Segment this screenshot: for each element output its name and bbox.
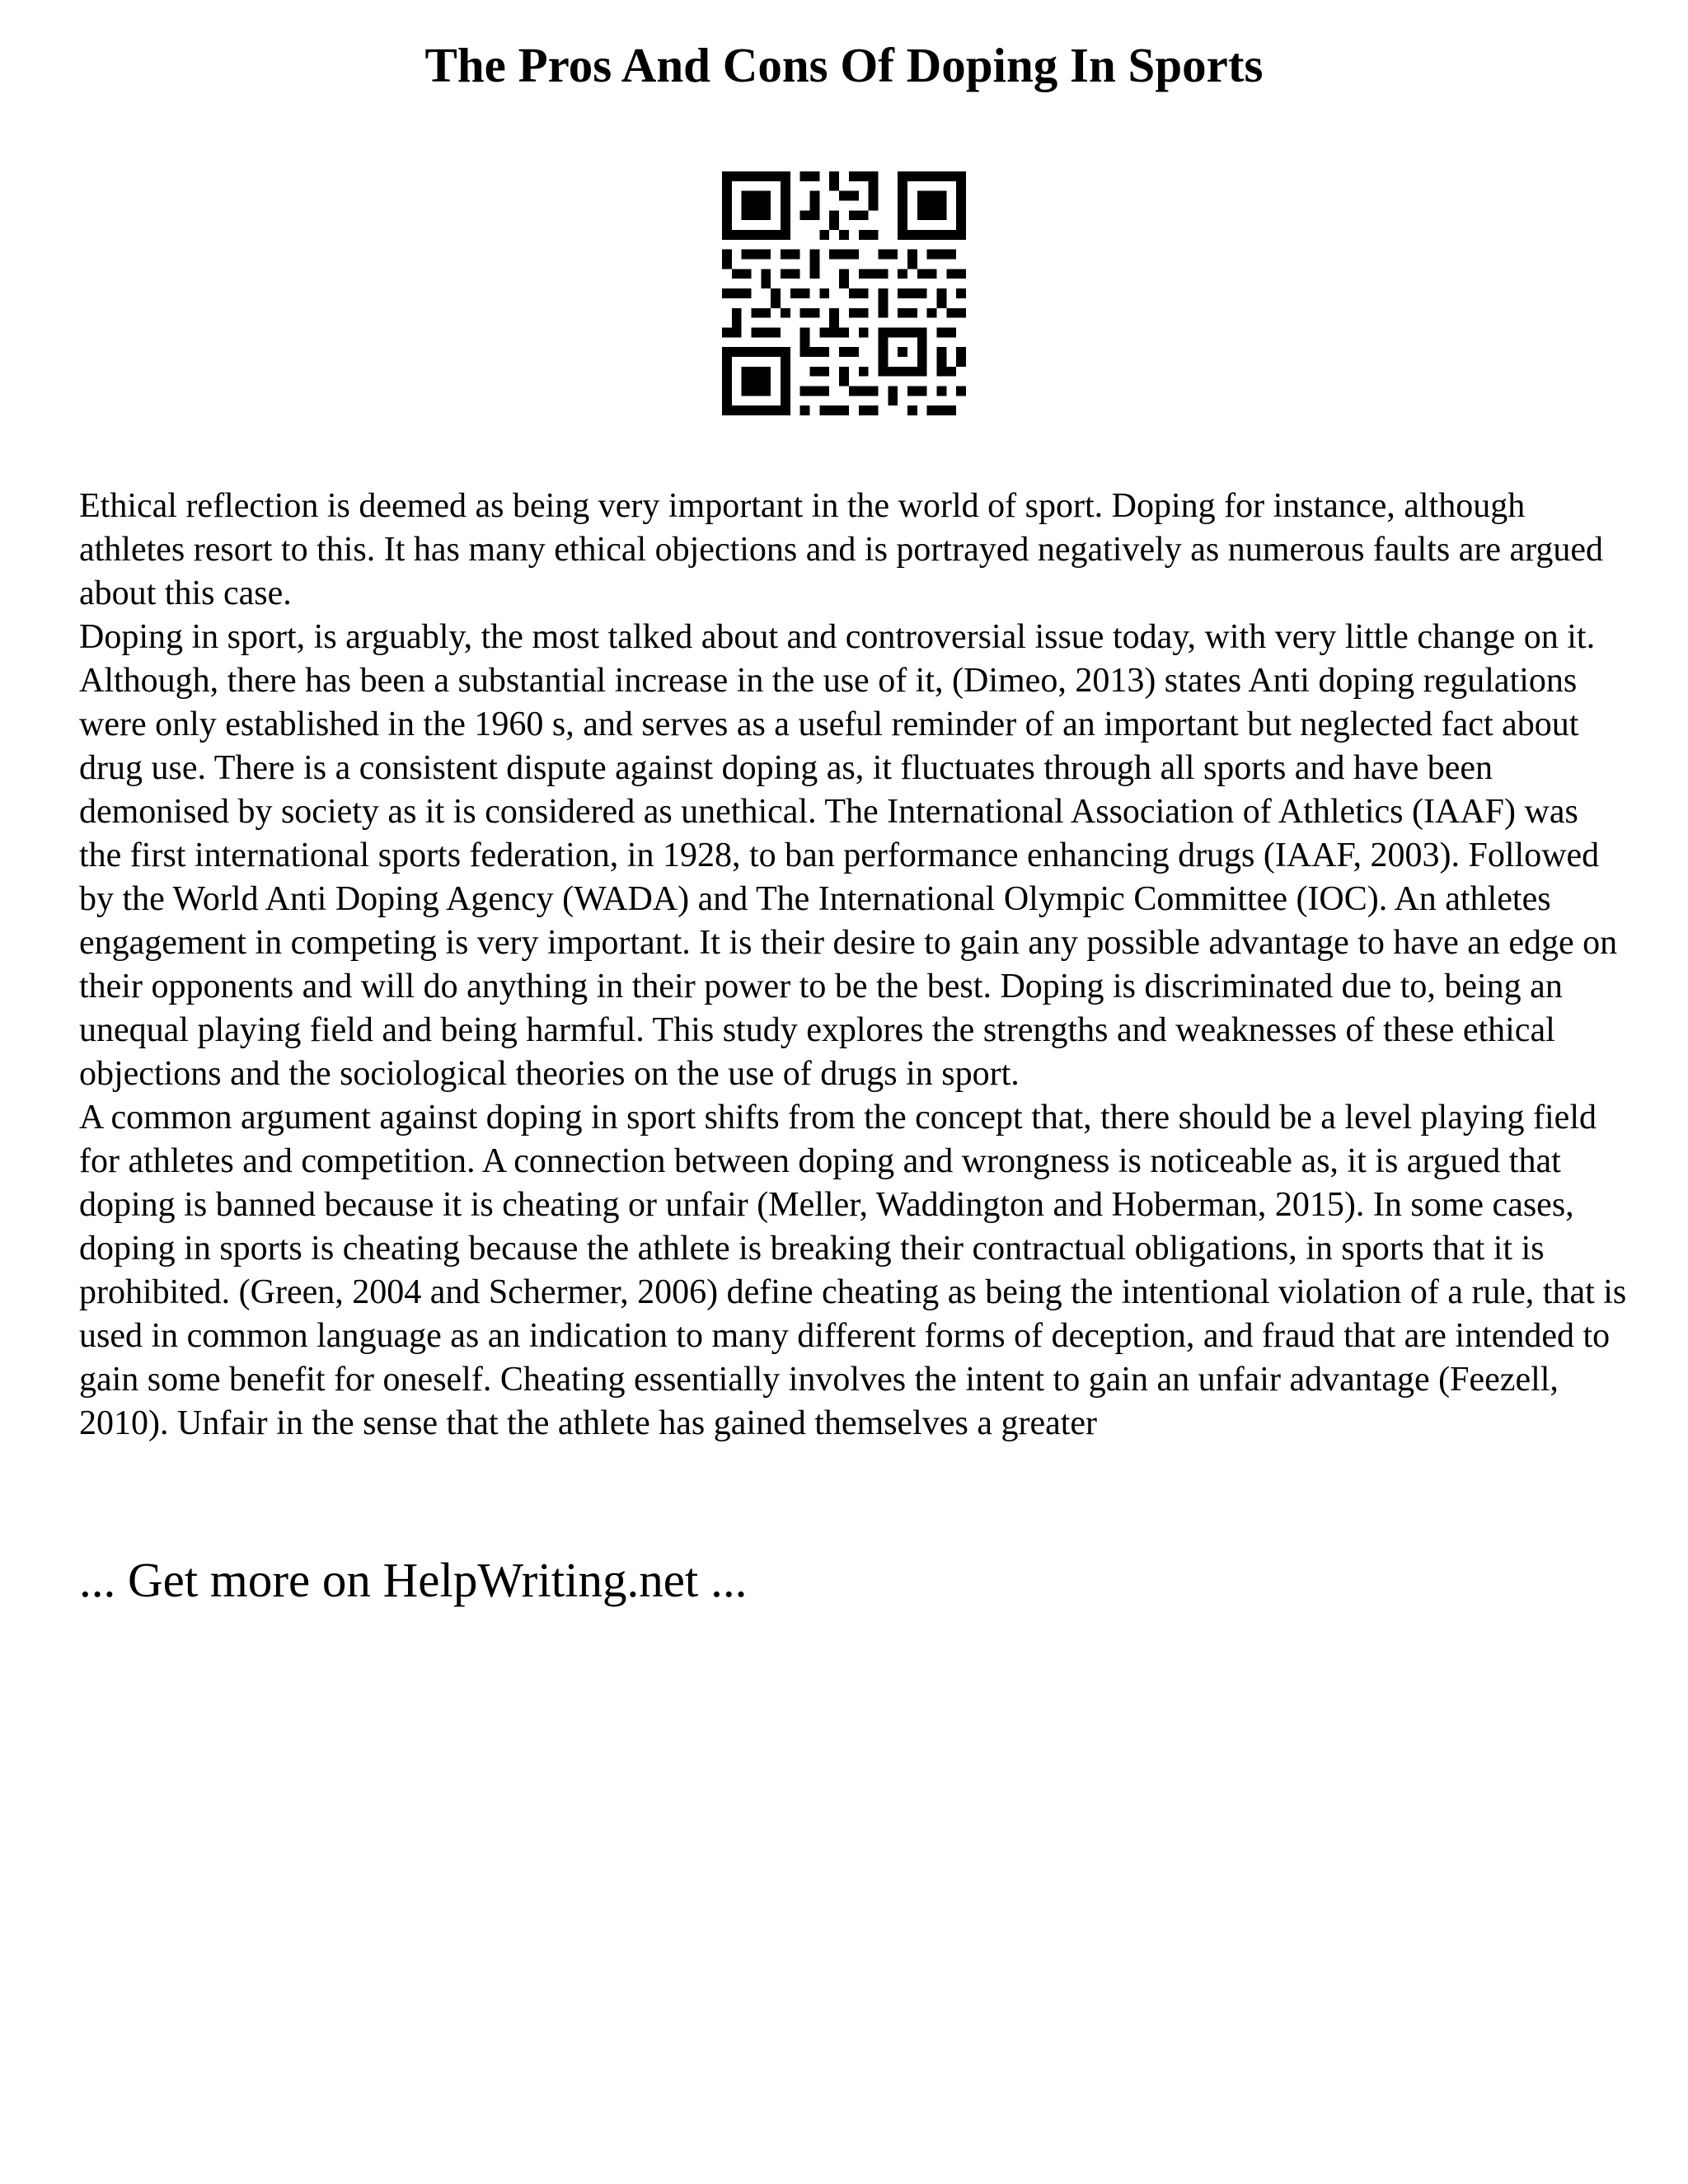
essay-paragraph: Ethical reflection is deemed as being very important in the world of sport. Doping for instance, although athletes resort to this. It has many ethical objections and is portrayed negatively as numerous faults are argued about this case. (79, 487, 1604, 612)
essay-paragraph: Doping in sport, is arguably, the most talked about and controversial issue today, with very little change on it. Although, there has been a substantial increase in the use of it, (Dimeo, 2013) states Anti doping regulations were only established in the 1960 s, and serves as a useful reminder of an important but neglected fact about drug use. There is a consistent dispute against doping as, it fluctuates through all sports and have been demonised by society as it is considered as unethical. The International Association of Athletics (IAAF) was the first international sports federation, in 1928, to ban performance enhancing drugs (IAAF, 2003). Followed by the World Anti Doping Agency (WADA) and The International Olympic Committee (IOC). An athletes engagement in competing is very important. It is their desire to gain any possible advantage to have an edge on their opponents and will do anything in their power to be the best. Doping is discriminated due to, being an unequal playing field and being harmful. This study explores the strengths and weaknesses of these ethical objections and the sociological theories on the use of drugs in sport. (79, 618, 1618, 1093)
essay-body (79, 485, 1629, 1446)
qr-code-graphic (722, 171, 966, 415)
document-title: The Pros And Cons Of Doping In Sports (424, 38, 1264, 92)
essay-paragraph: A common argument against doping in sport shifts from the concept that, there should be a level playing field for athletes and competition. A connection between doping and wrongness is noticeable as, it is argued that doping is banned because it is cheating or unfair (Meller, Waddington and Hoberman, 2015). In some cases, doping in sports is cheating because the athlete is breaking their contractual obligations, in sports that it is prohibited. (Green, 2004 and Schermer, 2006) define cheating as being the intentional violation of a rule, that is used in common language as an indication to many different forms of deception, and fraud that are intended to gain some benefit for oneself. Cheating essentially involves the intent to gain an unfair advantage (Feezell, 2010). Unfair in the sense that the athlete has gained themselves a greater (79, 1099, 1627, 1442)
get-more-link[interactable]: ... Get more on HelpWriting.net ... (79, 1553, 748, 1607)
qr-code-icon (722, 171, 966, 415)
